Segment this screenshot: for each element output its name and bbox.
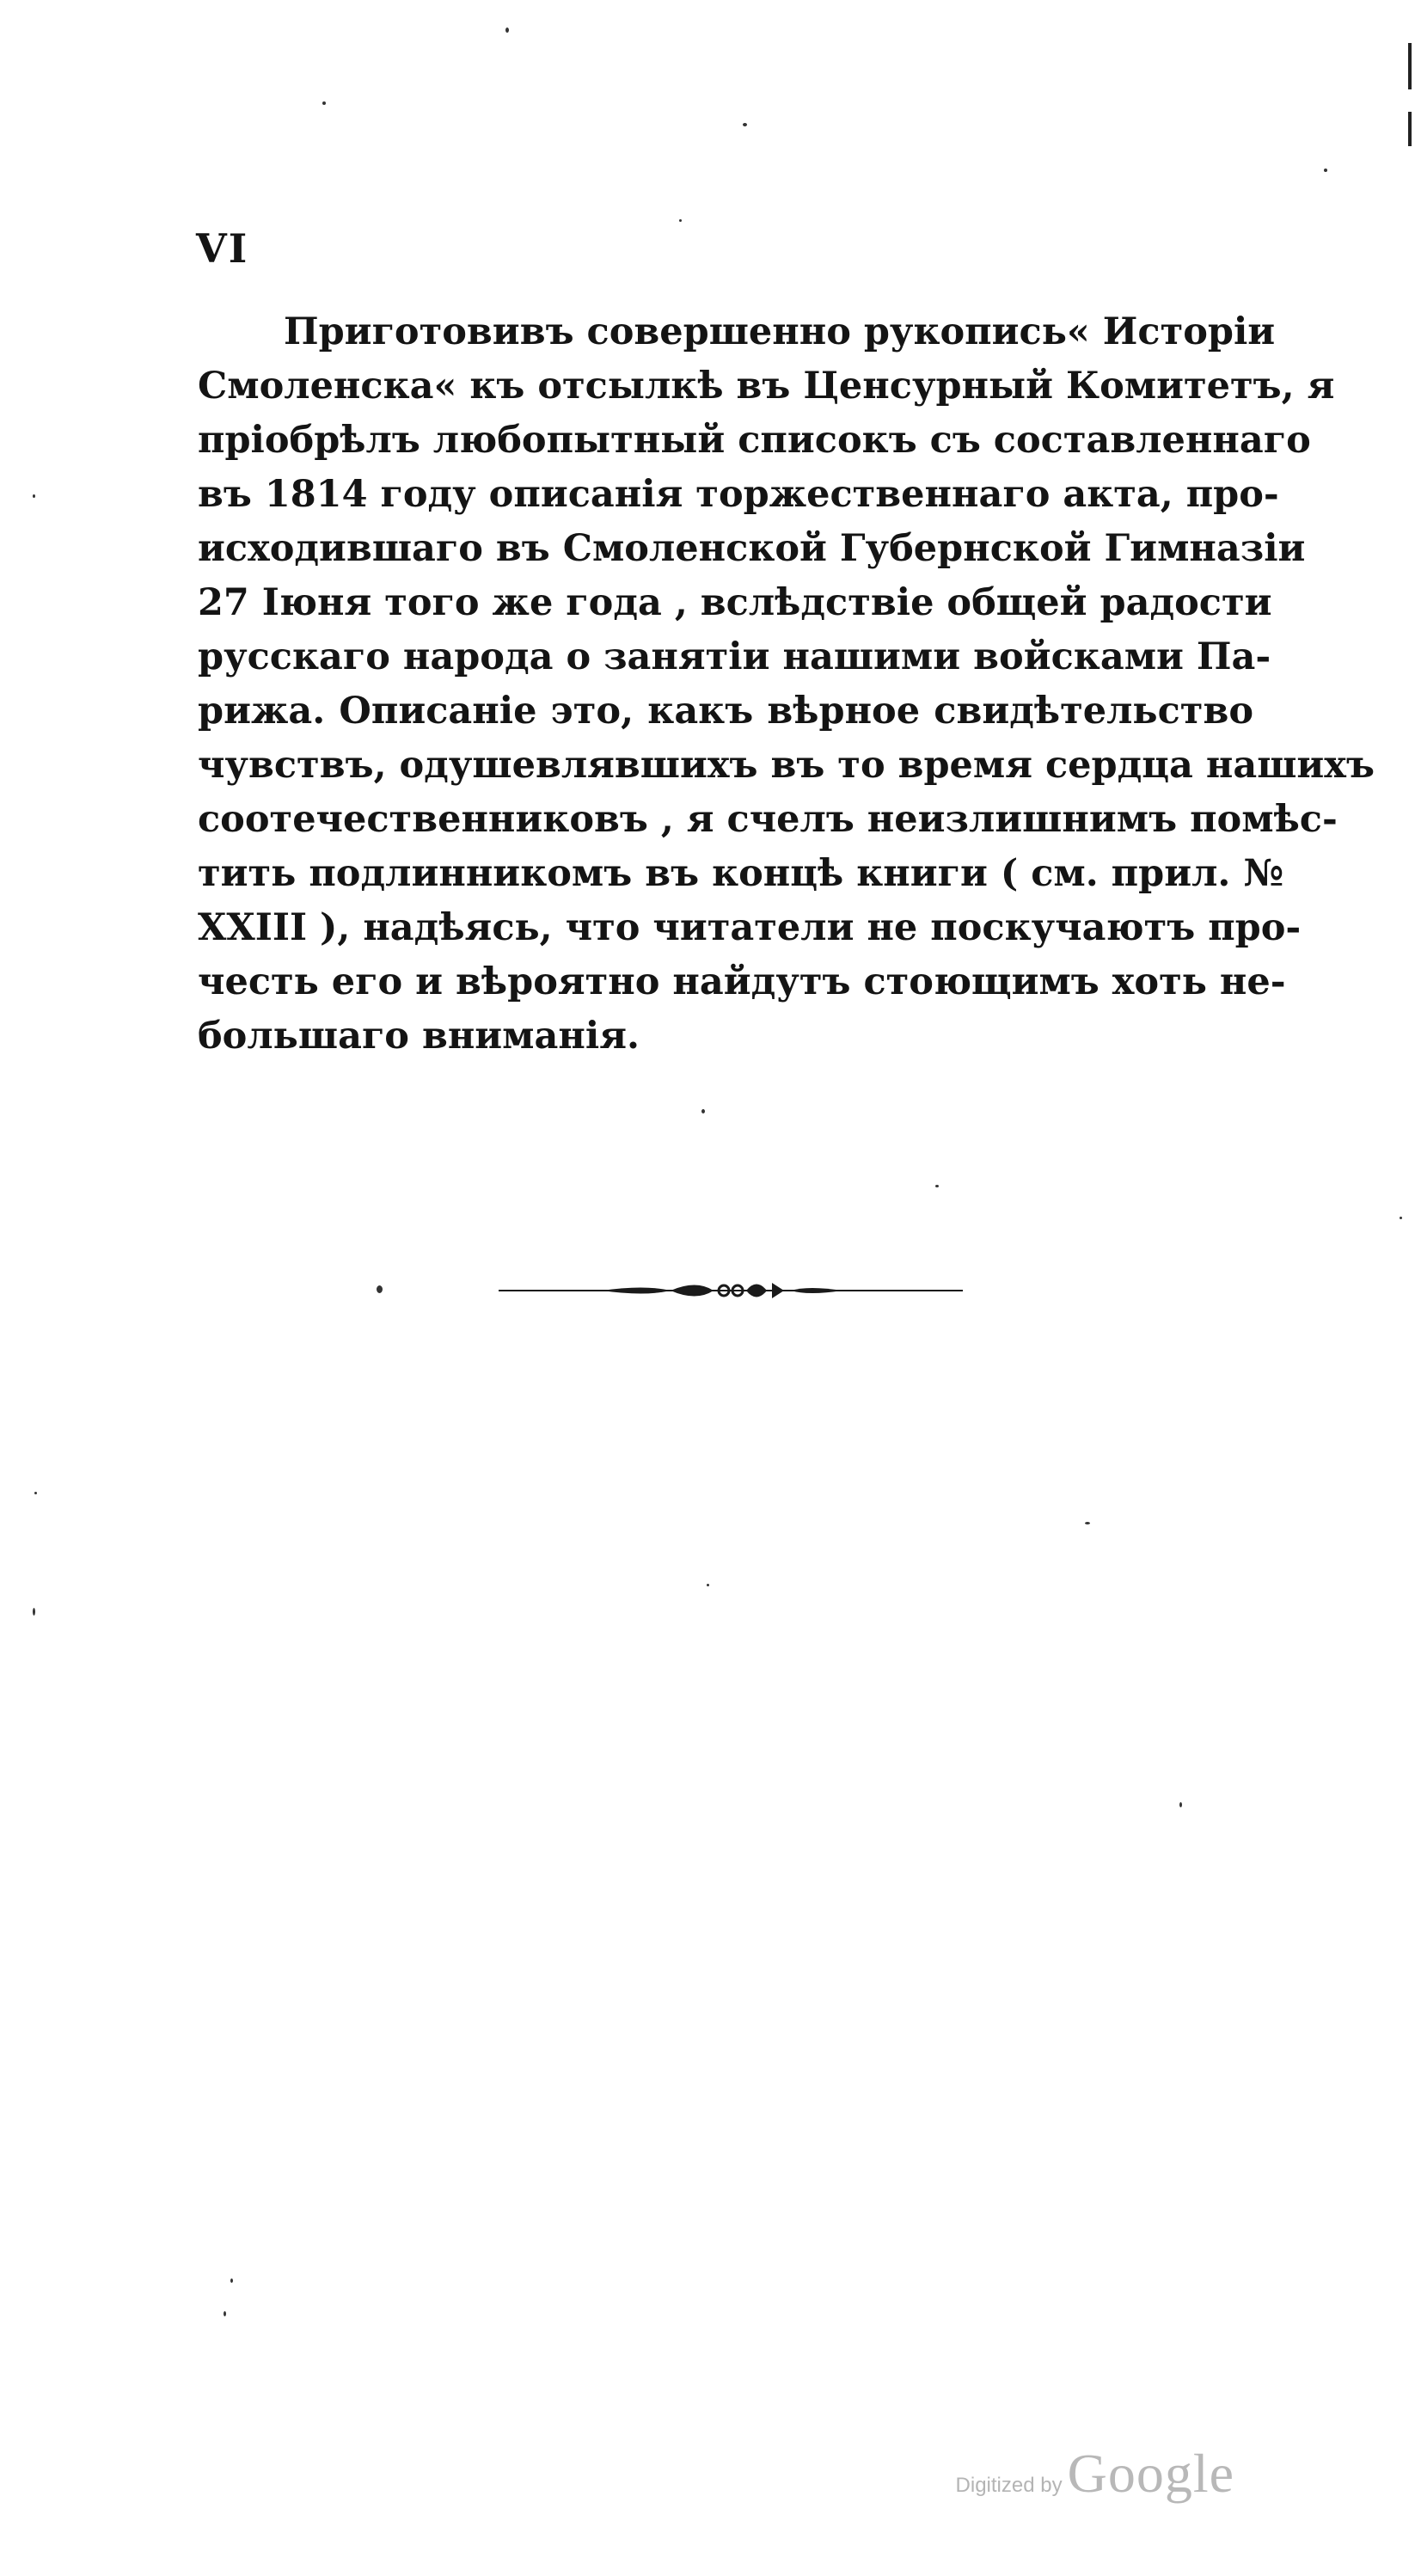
scan-speck <box>935 1185 939 1187</box>
text-line: 27 Іюня того же года , вслѣдствіе общей радости <box>198 581 1272 624</box>
digitized-watermark <box>956 2442 1234 2505</box>
text-line: тить подлинникомъ въ концѣ книги ( см. прил. № <box>198 852 1284 895</box>
edge-mark <box>1408 43 1412 89</box>
google-logo: Google <box>1067 2443 1234 2504</box>
scan-speck <box>701 1109 705 1113</box>
scan-speck <box>1324 169 1327 172</box>
scan-speck <box>322 101 326 105</box>
text-line: соотечественниковъ , я счелъ неизлишнимъ помѣс- <box>198 798 1338 841</box>
edge-mark <box>1408 112 1412 146</box>
scan-speck <box>224 2311 226 2316</box>
scan-speck <box>33 494 35 498</box>
text-line: Приготовивъ совершенно рукопись« Исторіи <box>284 310 1276 353</box>
body-paragraph <box>198 305 1375 1064</box>
scan-speck <box>1085 1522 1090 1524</box>
scan-speck <box>377 1285 383 1293</box>
digitized-by-text: Digitized by <box>955 2474 1063 2497</box>
scan-speck <box>33 1608 35 1616</box>
text-line: исходившаго въ Смоленской Губернской Гимназіи <box>198 527 1306 570</box>
text-line: въ 1814 году описанія торжественнаго акта, про- <box>198 473 1279 516</box>
scan-speck <box>1400 1217 1402 1219</box>
text-line: большаго вниманія. <box>198 1015 640 1058</box>
scan-speck <box>505 28 509 33</box>
scan-speck <box>679 219 682 222</box>
ornament-divider <box>499 1273 963 1307</box>
scan-speck <box>1179 1802 1182 1807</box>
text-line: XXIII ), надѣясь, что читатели не поскучаютъ про- <box>198 906 1302 949</box>
text-line: честь его и вѣроятно найдутъ стоющимъ хоть не- <box>198 960 1286 1003</box>
text-line: Смоленска« къ отсылкѣ въ Ценсурный Комитетъ, я <box>198 365 1335 408</box>
scan-speck <box>230 2279 233 2283</box>
scan-speck <box>707 1584 709 1586</box>
text-line: рижа. Описаніе это, какъ вѣрное свидѣтельство <box>198 690 1253 733</box>
text-line: пріобрѣлъ любопытный списокъ съ составленнаго <box>198 419 1311 462</box>
scan-speck <box>34 1492 37 1494</box>
text-line: русскаго народа о занятіи нашими войсками Па- <box>198 635 1271 678</box>
page-number: VI <box>196 225 249 272</box>
text-line: чувствъ, одушевлявшихъ въ то время сердца нашихъ <box>198 744 1375 787</box>
scan-speck <box>743 123 747 126</box>
